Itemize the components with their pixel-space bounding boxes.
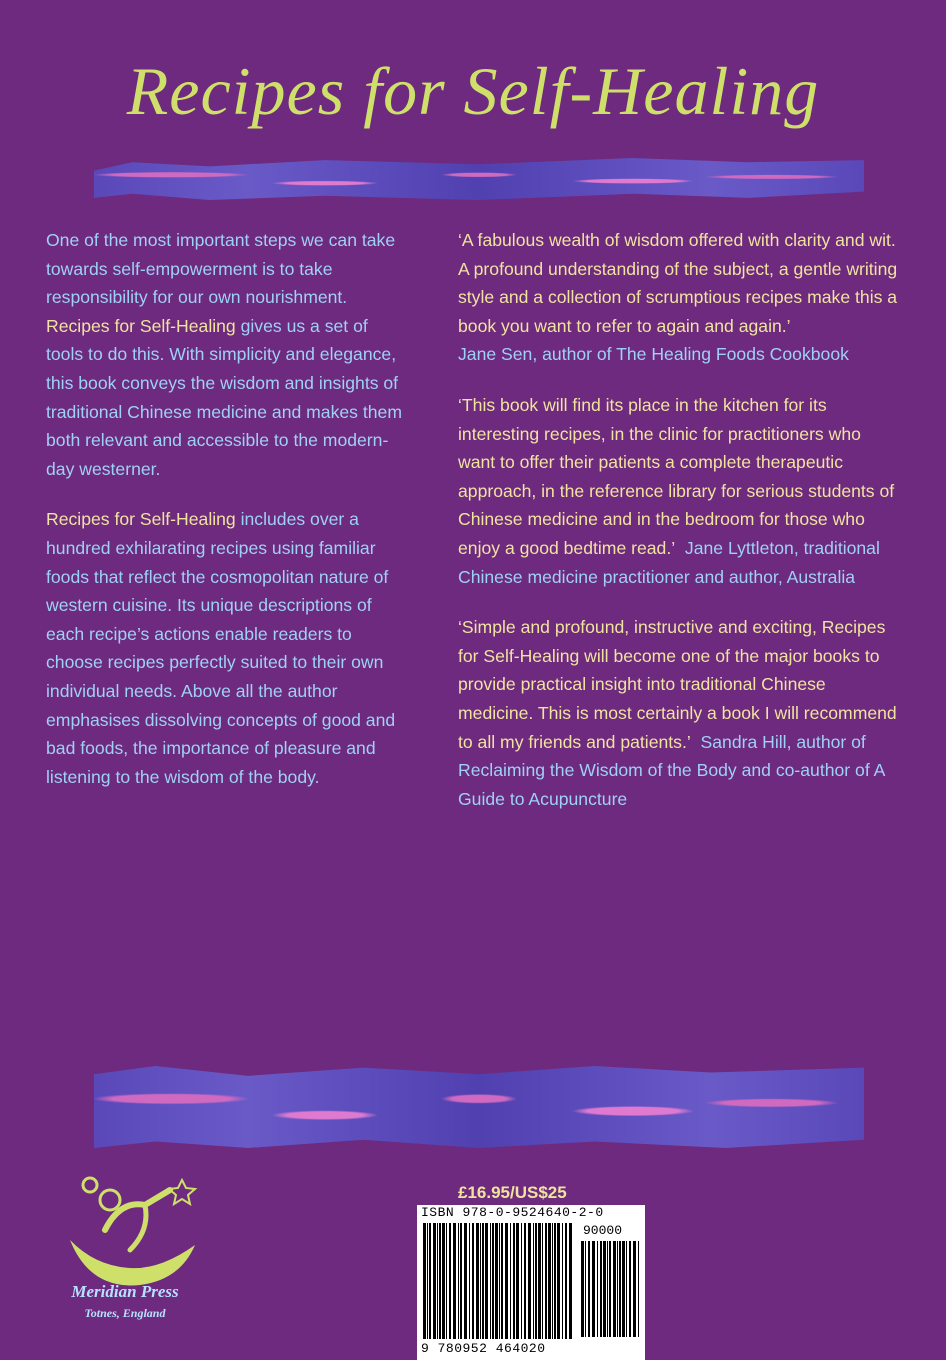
barcode-bar <box>533 1223 534 1339</box>
description-text: One of the most important steps we can take towards self-empowerment is to take responsibility for our own nourishment. <box>46 230 396 308</box>
description-text: gives us a set of tools to do this. With simplicity and elegance, this book conveys the wisdom and insights of traditional Chinese medicine and makes them both relevant and accessible to the modern-day westerner. <box>46 315 402 479</box>
barcode-bar <box>464 1223 467 1339</box>
book-title: Recipes for Self-Healing <box>126 53 820 129</box>
barcode-bar <box>433 1223 436 1339</box>
barcode-bar <box>524 1223 526 1339</box>
review-3 <box>458 613 898 813</box>
barcode-addon-number: 90000 <box>583 1223 623 1238</box>
title-highlight: Recipes for Self-Healing <box>46 315 236 336</box>
barcode-bar <box>554 1223 556 1339</box>
barcode-bar <box>476 1223 479 1339</box>
barcode-bar <box>528 1223 531 1339</box>
barcode-bar <box>472 1223 474 1339</box>
reviews-column <box>458 226 898 835</box>
barcode-bar <box>619 1241 621 1337</box>
review-attribution: Jane Sen, author of The Healing Foods Cookbook <box>458 344 849 365</box>
barcode-bar <box>626 1241 627 1337</box>
review-quote: ‘This book will find its place in the kitchen for its interesting recipes, in the clinic for practitioners who want to offer their patients a complete therapeutic approach, in the reference library for serious students of Chinese medicine and in the bedroom for those who enjoy a good bedtime read.’ <box>458 394 895 558</box>
barcode-bar <box>505 1223 508 1339</box>
barcode-bar <box>565 1223 567 1339</box>
barcode-bar <box>613 1241 616 1337</box>
barcode-bar <box>429 1223 431 1339</box>
publisher-name: Meridian Press <box>71 1282 179 1301</box>
barcode-bars-main <box>423 1223 573 1339</box>
isbn-number: ISBN 978-0-9524640-2-0 <box>421 1205 604 1220</box>
review-1 <box>458 226 898 369</box>
barcode-bar <box>521 1223 522 1339</box>
barcode-bar <box>607 1241 608 1337</box>
barcode-bar <box>460 1223 462 1339</box>
barcode-bar <box>439 1223 441 1339</box>
barcode-bar <box>499 1223 500 1339</box>
barcode-bar <box>510 1223 511 1339</box>
barcode-bar <box>490 1223 491 1339</box>
barcode-bar <box>622 1241 625 1337</box>
barcode-bar <box>548 1223 551 1339</box>
barcode-bar <box>453 1223 456 1339</box>
ean-number: 9 780952 464020 <box>421 1341 546 1356</box>
barcode-bar <box>609 1241 611 1337</box>
barcode-bar <box>485 1223 488 1339</box>
barcode-bar <box>535 1223 537 1339</box>
barcode-bar <box>569 1223 572 1339</box>
barcode-bar <box>638 1241 639 1337</box>
barcode-bar <box>442 1223 445 1339</box>
barcode-bars-addon <box>581 1241 639 1337</box>
description-column <box>46 226 406 813</box>
barcode-bar <box>603 1241 606 1337</box>
barcode-bar <box>542 1223 543 1339</box>
barcode-bar <box>617 1241 618 1337</box>
decorative-band-bottom <box>94 1066 864 1148</box>
barcode-bar <box>501 1223 503 1339</box>
barcode-bar <box>585 1241 586 1337</box>
barcode-bar <box>480 1223 481 1339</box>
barcode-bar <box>545 1223 547 1339</box>
barcode-bar <box>562 1223 563 1339</box>
review-attribution: Jane Lyttleton, traditional Chinese medicine practitioner and author, Australia <box>458 537 880 587</box>
barcode-bar <box>552 1223 553 1339</box>
barcode-bar <box>449 1223 451 1339</box>
barcode <box>417 1205 645 1360</box>
description-text: includes over a hundred exhilarating recipes using familiar foods that reflect the cosmopolitan nature of western cuisine. Its unique descriptions of each recipe’s actions enable readers to choose recipes perfectly suited to their own individual needs. Above all the author emphasises dissolving concepts of good and bad foods, the importance of pleasure and listening to the wisdom of the body. <box>46 509 396 787</box>
barcode-bar <box>446 1223 447 1339</box>
barcode-bar <box>495 1223 498 1339</box>
barcode-bar <box>538 1223 541 1339</box>
review-2 <box>458 391 898 591</box>
review-quote: ‘Simple and profound, instructive and exciting, Recipes for Self-Healing will become one of the major books to provide practical insight into traditional Chinese medicine. This is most certainly a book I will recommend to all my friends and patients.’ <box>458 617 897 752</box>
barcode-bar <box>516 1223 519 1339</box>
barcode-bar <box>437 1223 438 1339</box>
barcode-bar <box>633 1241 636 1337</box>
barcode-bar <box>423 1223 426 1339</box>
barcode-bar <box>597 1241 598 1337</box>
barcode-bar <box>557 1223 560 1339</box>
barcode-bar <box>492 1223 494 1339</box>
description-paragraph-1 <box>46 226 406 483</box>
review-quote: ‘A fabulous wealth of wisdom offered with clarity and wit. A profound understanding of the subject, a gentle writing style and a collection of scrumptious recipes make this a book you want to refer to again and again.’ <box>458 230 898 336</box>
barcode-bar <box>581 1241 584 1337</box>
barcode-bar <box>427 1223 428 1339</box>
price-label: £16.95/US$25 <box>458 1183 567 1202</box>
barcode-bar <box>458 1223 459 1339</box>
barcode-bar <box>588 1241 590 1337</box>
publisher-place: Totnes, England <box>84 1306 166 1320</box>
barcode-bar <box>592 1241 595 1337</box>
barcode-bar <box>482 1223 484 1339</box>
barcode-bar <box>629 1241 631 1337</box>
barcode-bar <box>513 1223 515 1339</box>
title-highlight: Recipes for Self-Healing <box>46 509 236 530</box>
decorative-band-top <box>94 158 864 200</box>
description-paragraph-2 <box>46 505 406 791</box>
publisher-imprint <box>30 1282 220 1321</box>
barcode-bar <box>469 1223 470 1339</box>
barcode-bar <box>600 1241 602 1337</box>
review-attribution: Sandra Hill, author of Reclaiming the Wisdom of the Body and co-author of A Guide to Acupuncture <box>458 731 885 809</box>
